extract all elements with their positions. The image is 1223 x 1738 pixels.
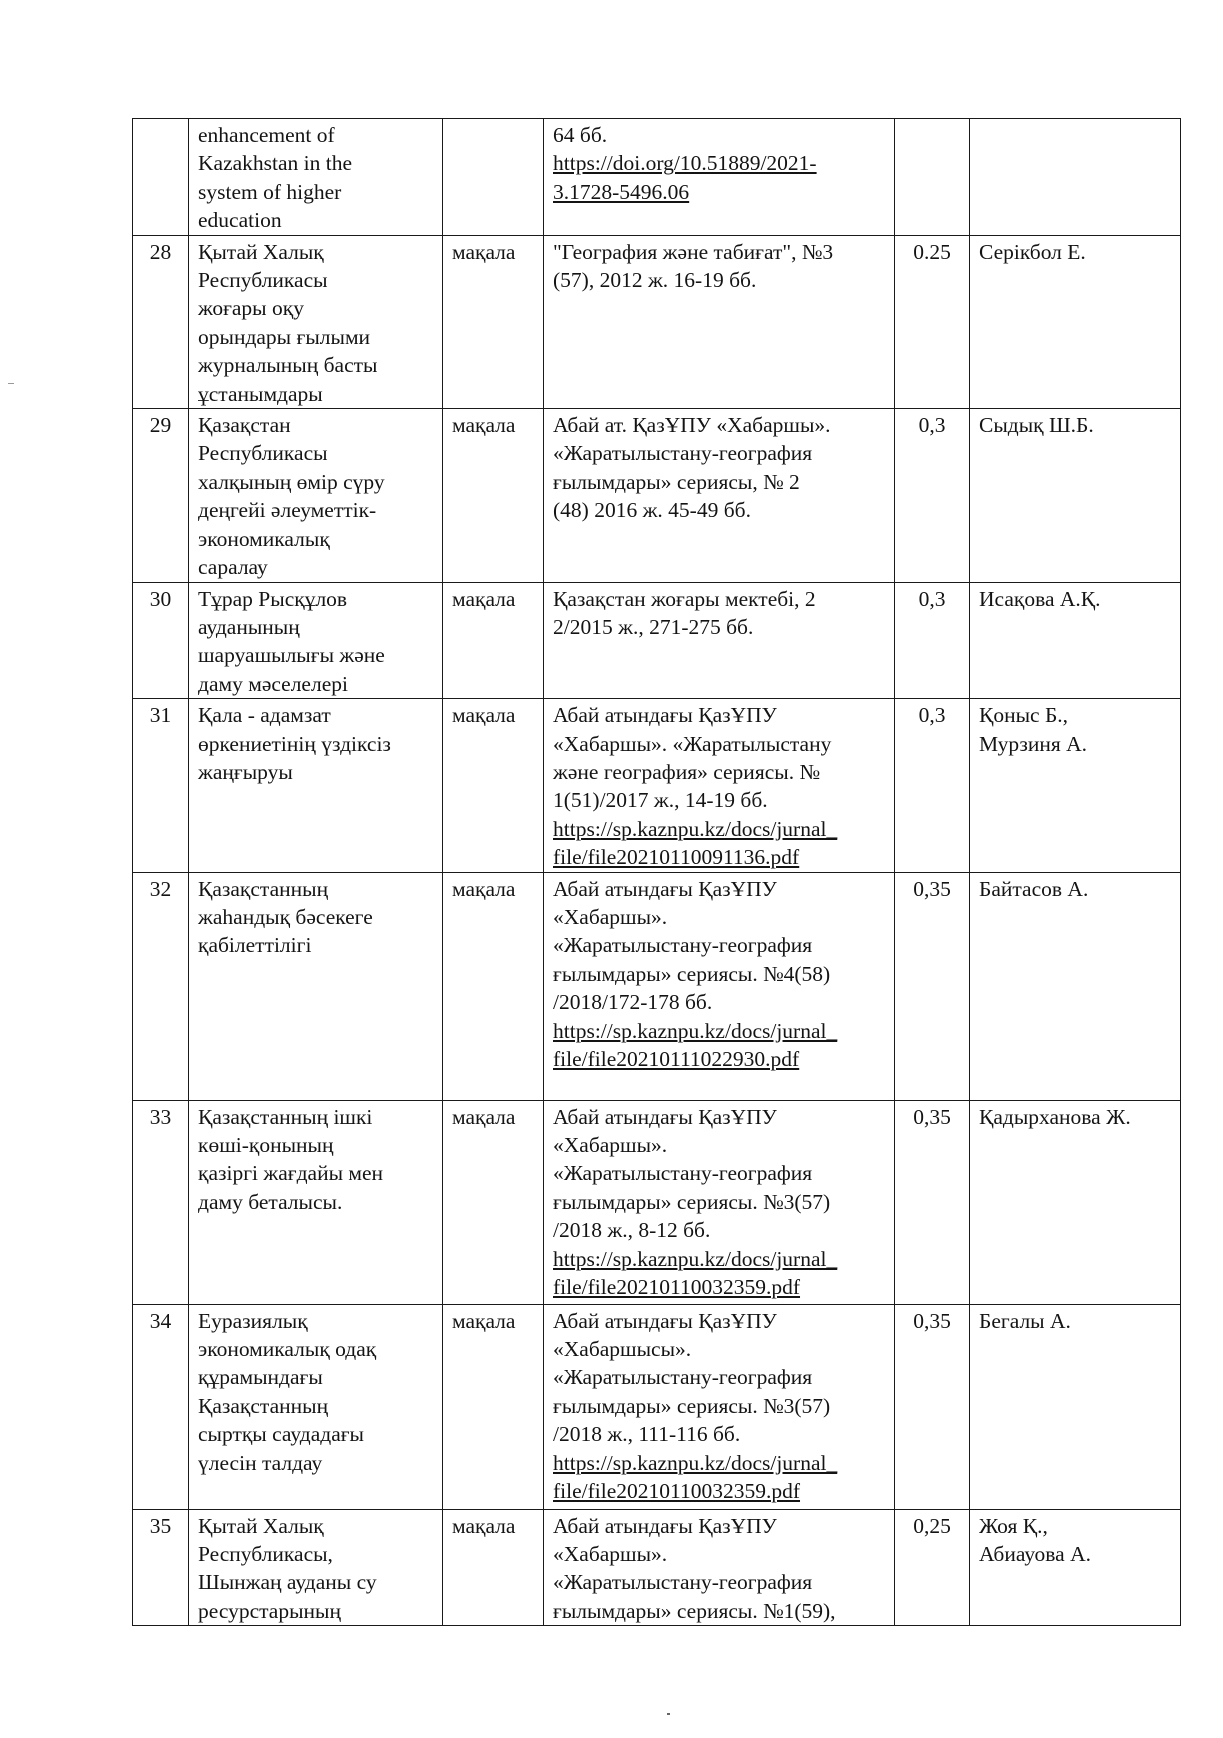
- row-number: 32: [149, 876, 172, 901]
- publication-source: Абай атындағы ҚазҰПУ «Хабаршы». «Жаратылыстану-география ғылымдары» сериясы. №1(59),: [553, 1513, 836, 1623]
- row-number-cell: [133, 119, 189, 236]
- coauthors-cell: [970, 1304, 1181, 1509]
- publication-title: Тұрар Рысқұлов ауданының шаруашылығы және даму мәселелері: [198, 586, 385, 696]
- publisher-cell: [544, 1100, 895, 1304]
- publications-table: [132, 118, 1181, 1626]
- coauthors-cell: [970, 1100, 1181, 1304]
- publication-title: Қазақстанның жаһандық бәсекеге қабілеттілігі: [198, 876, 373, 958]
- publisher-cell: [544, 872, 895, 1100]
- coauthors: Исақова А.Қ.: [979, 586, 1101, 611]
- coauthors: Сыдық Ш.Б.: [979, 413, 1094, 438]
- coauthors-cell: [970, 235, 1181, 408]
- scan-speck: [667, 1713, 670, 1715]
- row-number-cell: [133, 235, 189, 408]
- coauthors-cell: [970, 409, 1181, 582]
- table-row: [133, 699, 1181, 872]
- type-cell: [443, 699, 544, 872]
- row-number: 35: [149, 1513, 172, 1538]
- publication-title: Қазақстан Республикасы халқының өмір сүру деңгейі әлеуметтік- экономикалық саралау: [198, 413, 385, 580]
- publication-type: мақала: [452, 703, 516, 728]
- coauthors: Қадырханова Ж.: [979, 1104, 1131, 1129]
- publication-link[interactable]: https://sp.kaznpu.kz/docs/jurnal_ file/file20210110032359.pdf: [553, 1246, 838, 1299]
- title-cell: [189, 119, 443, 236]
- publication-volume: 0,35: [913, 1308, 951, 1333]
- publication-title: Қала - адамзат өркениетінің үздіксіз жаңғыруы: [198, 703, 391, 784]
- publication-title: Қытай Халық Республикасы жоғары оқу орындары ғылыми журналының басты ұстанымдары: [198, 239, 378, 406]
- publisher-cell: [544, 235, 895, 408]
- publications-table-body: [133, 119, 1181, 1626]
- publication-type: мақала: [452, 586, 516, 611]
- publication-volume: 0,35: [913, 1104, 951, 1129]
- coauthors-cell: [970, 872, 1181, 1100]
- row-number: 34: [149, 1308, 172, 1333]
- volume-cell: [895, 582, 970, 699]
- publisher-cell: [544, 1304, 895, 1509]
- coauthors-cell: [970, 699, 1181, 872]
- table-row: [133, 1304, 1181, 1509]
- row-number: 33: [149, 1104, 172, 1129]
- publisher-cell: [544, 409, 895, 582]
- coauthors: Қоныс Б., Мурзиня А.: [979, 703, 1088, 756]
- volume-cell: [895, 699, 970, 872]
- publication-source: "География және табиғат", №3 (57), 2012 ж. 16-19 бб.: [553, 239, 834, 293]
- publication-link[interactable]: https://sp.kaznpu.kz/docs/jurnal_ file/file20210111022930.pdf: [553, 1018, 838, 1071]
- table-row: [133, 582, 1181, 699]
- publisher-cell: [544, 582, 895, 699]
- publication-volume: 0,3: [918, 586, 946, 611]
- publication-title: enhancement of Kazakhstan in the system of higher education: [198, 123, 353, 233]
- publication-volume: 0,3: [918, 703, 946, 728]
- publication-link[interactable]: https://sp.kaznpu.kz/docs/jurnal_ file/file20210110032359.pdf: [553, 1450, 838, 1503]
- table-row: [133, 872, 1181, 1100]
- title-cell: [189, 582, 443, 699]
- volume-cell: [895, 1100, 970, 1304]
- publication-title: Қазақстанның ішкі көші-қонының қазіргі жағдайы мен даму беталысы.: [198, 1104, 384, 1214]
- title-cell: [189, 235, 443, 408]
- volume-cell: [895, 1509, 970, 1626]
- publication-type: мақала: [452, 413, 516, 438]
- title-cell: [189, 1100, 443, 1304]
- publication-type: мақала: [452, 1513, 516, 1538]
- publication-source: Абай атындағы ҚазҰПУ «Хабаршы». «Жаратылыстану және география» сериясы. № 1(51)/2017 ж., 14-19 бб.: [553, 703, 832, 813]
- type-cell: [443, 582, 544, 699]
- table-row: [133, 1100, 1181, 1304]
- volume-cell: [895, 119, 970, 236]
- row-number-cell: [133, 409, 189, 582]
- type-cell: [443, 872, 544, 1100]
- publication-volume: 0,25: [913, 1513, 951, 1538]
- publication-volume: 0,3: [918, 413, 946, 438]
- publication-source: Абай атындағы ҚазҰПУ «Хабаршы». «Жаратылыстану-география ғылымдары» сериясы. №3(57) /2018 ж., 8-12 бб.: [553, 1104, 831, 1243]
- publication-type: мақала: [452, 1308, 516, 1333]
- publisher-cell: [544, 699, 895, 872]
- volume-cell: [895, 235, 970, 408]
- row-number: 31: [149, 703, 172, 728]
- row-number-cell: [133, 582, 189, 699]
- title-cell: [189, 699, 443, 872]
- publication-title: Еуразиялық экономикалық одақ құрамындағы Қазақстанның сыртқы саудадағы үлесін талдау: [198, 1308, 377, 1475]
- publisher-cell: [544, 1509, 895, 1626]
- title-cell: [189, 872, 443, 1100]
- row-number-cell: [133, 1100, 189, 1304]
- type-cell: [443, 1509, 544, 1626]
- row-number-cell: [133, 1304, 189, 1509]
- coauthors: Серікбол Е.: [979, 239, 1086, 264]
- publication-type: мақала: [452, 1104, 516, 1129]
- type-cell: [443, 1304, 544, 1509]
- row-number-cell: [133, 872, 189, 1100]
- title-cell: [189, 1509, 443, 1626]
- publication-volume: 0,35: [913, 876, 951, 901]
- row-number-cell: [133, 699, 189, 872]
- type-cell: [443, 119, 544, 236]
- coauthors-cell: [970, 1509, 1181, 1626]
- volume-cell: [895, 872, 970, 1100]
- volume-cell: [895, 409, 970, 582]
- publication-source: Абай атындағы ҚазҰПУ «Хабаршысы». «Жаратылыстану-география ғылымдары» сериясы. №3(57) /2018 ж., 111-116 бб.: [553, 1308, 831, 1447]
- type-cell: [443, 1100, 544, 1304]
- title-cell: [189, 409, 443, 582]
- publication-link[interactable]: https://doi.org/10.51889/2021- 3.1728-5496.06: [553, 151, 817, 204]
- publisher-cell: [544, 119, 895, 236]
- type-cell: [443, 409, 544, 582]
- coauthors: Байтасов А.: [979, 876, 1089, 901]
- coauthors: Бегалы А.: [979, 1308, 1071, 1333]
- row-number: 29: [149, 413, 172, 438]
- publication-type: мақала: [452, 239, 516, 264]
- table-row: [133, 235, 1181, 408]
- publication-source: Абай ат. ҚазҰПУ «Хабаршы». «Жаратылыстану-география ғылымдары» сериясы, № 2 (48) 2016 ж. 45-49 бб.: [553, 413, 831, 523]
- volume-cell: [895, 1304, 970, 1509]
- publication-type: мақала: [452, 876, 516, 901]
- row-number-cell: [133, 1509, 189, 1626]
- publication-volume: 0.25: [913, 239, 951, 264]
- type-cell: [443, 235, 544, 408]
- coauthors-cell: [970, 582, 1181, 699]
- publication-link[interactable]: https://sp.kaznpu.kz/docs/jurnal_ file/file20210110091136.pdf: [553, 816, 838, 870]
- title-cell: [189, 1304, 443, 1509]
- table-row: [133, 119, 1181, 236]
- row-number: 30: [149, 586, 172, 611]
- table-row: [133, 1509, 1181, 1626]
- row-number: 28: [149, 239, 172, 264]
- publication-source: Қазақстан жоғары мектебі, 2 2/2015 ж., 271-275 бб.: [553, 586, 816, 639]
- coauthors: Жоя Қ., Абиауова А.: [979, 1513, 1091, 1566]
- publication-title: Қытай Халық Республикасы, Шынжаң ауданы су ресурстарының: [198, 1513, 377, 1623]
- scan-edge-mark: [8, 383, 14, 384]
- table-row: [133, 409, 1181, 582]
- publication-source: Абай атындағы ҚазҰПУ «Хабаршы». «Жаратылыстану-география ғылымдары» сериясы. №4(58) /2018/172-178 бб.: [553, 876, 831, 1015]
- publication-source: 64 бб.: [553, 123, 608, 147]
- coauthors-cell: [970, 119, 1181, 236]
